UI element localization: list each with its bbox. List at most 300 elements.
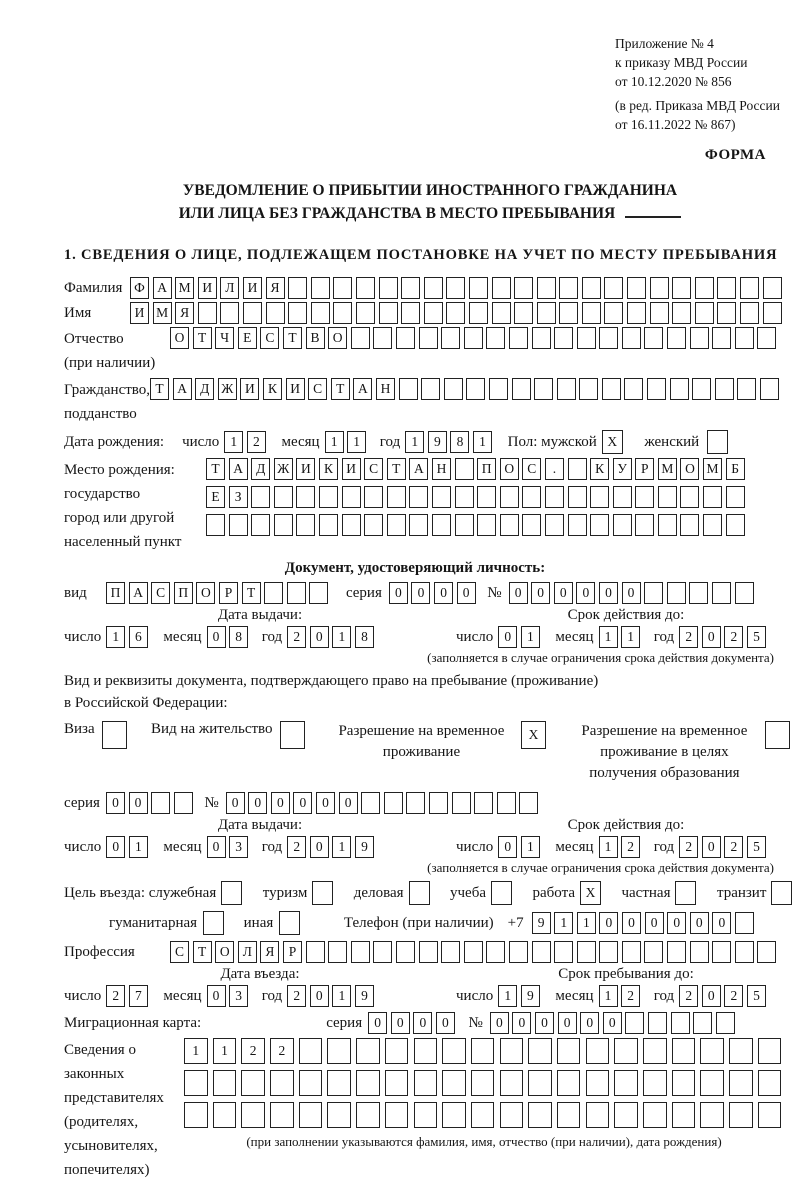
cell[interactable]: 1: [213, 1038, 237, 1064]
birthplace-input-line2[interactable]: [206, 486, 748, 508]
patronymic-input[interactable]: [170, 327, 780, 349]
permit-issue-year-input[interactable]: [287, 836, 377, 858]
cell[interactable]: 9: [355, 985, 374, 1007]
cell[interactable]: [492, 277, 511, 299]
cell[interactable]: [279, 911, 300, 935]
cell[interactable]: 5: [747, 836, 766, 858]
cell[interactable]: П: [106, 582, 125, 604]
cell[interactable]: [299, 1038, 323, 1064]
cell[interactable]: [559, 302, 578, 324]
cell[interactable]: 0: [207, 985, 226, 1007]
cell[interactable]: 5: [747, 985, 766, 1007]
cell[interactable]: [184, 1102, 208, 1128]
cell[interactable]: [771, 881, 792, 905]
representatives-input-line3[interactable]: [184, 1102, 786, 1128]
cell[interactable]: [364, 486, 383, 508]
cell[interactable]: [735, 582, 754, 604]
cell[interactable]: [288, 277, 307, 299]
cell[interactable]: [703, 486, 722, 508]
phone-input[interactable]: [532, 912, 758, 934]
cell[interactable]: [356, 1102, 380, 1128]
cell[interactable]: [658, 514, 677, 536]
cell[interactable]: [396, 941, 415, 963]
cell[interactable]: [319, 514, 338, 536]
cell[interactable]: [466, 378, 485, 400]
cell[interactable]: [333, 277, 352, 299]
cell[interactable]: [757, 327, 776, 349]
cell[interactable]: 9: [355, 836, 374, 858]
cell[interactable]: [442, 1038, 466, 1064]
cell[interactable]: 1: [106, 626, 125, 648]
cell[interactable]: 0: [310, 626, 329, 648]
cell[interactable]: О: [500, 458, 519, 480]
cell[interactable]: 0: [599, 582, 618, 604]
cell[interactable]: [309, 582, 328, 604]
cell[interactable]: [700, 1070, 724, 1096]
cell[interactable]: 0: [535, 1012, 554, 1034]
cell[interactable]: [693, 1012, 712, 1034]
cell[interactable]: [311, 302, 330, 324]
cell[interactable]: 0: [316, 792, 335, 814]
cell[interactable]: 1: [599, 626, 618, 648]
cell[interactable]: [373, 941, 392, 963]
cell[interactable]: 0: [310, 985, 329, 1007]
cell[interactable]: [296, 486, 315, 508]
cell[interactable]: [624, 378, 643, 400]
cell[interactable]: [409, 881, 430, 905]
cell[interactable]: [635, 486, 654, 508]
cell[interactable]: О: [680, 458, 699, 480]
cell[interactable]: Ж: [218, 378, 237, 400]
cell[interactable]: [586, 1038, 610, 1064]
cell[interactable]: 1: [498, 985, 517, 1007]
cell[interactable]: [643, 1070, 667, 1096]
cell[interactable]: [622, 941, 641, 963]
purpose-transit-checkbox[interactable]: [771, 881, 796, 905]
cell[interactable]: [557, 1038, 581, 1064]
cell[interactable]: [672, 1038, 696, 1064]
cell[interactable]: [306, 941, 325, 963]
cell[interactable]: [399, 378, 418, 400]
female-checkbox[interactable]: [707, 430, 732, 454]
purpose-humanitarian-checkbox[interactable]: [203, 911, 228, 935]
cell[interactable]: [613, 514, 632, 536]
cell[interactable]: [414, 1038, 438, 1064]
cell[interactable]: 1: [129, 836, 148, 858]
cell[interactable]: 0: [389, 582, 408, 604]
doc-series-input[interactable]: [389, 582, 479, 604]
cell[interactable]: [274, 514, 293, 536]
cell[interactable]: Т: [193, 327, 212, 349]
cell[interactable]: И: [240, 378, 259, 400]
cell[interactable]: [554, 327, 573, 349]
cell[interactable]: 1: [332, 626, 351, 648]
cell[interactable]: [712, 941, 731, 963]
cell[interactable]: [650, 277, 669, 299]
cell[interactable]: [667, 941, 686, 963]
permit-number-input[interactable]: [226, 792, 542, 814]
cell[interactable]: [446, 302, 465, 324]
cell[interactable]: [763, 277, 782, 299]
cell[interactable]: 8: [355, 626, 374, 648]
cell[interactable]: [229, 514, 248, 536]
cell[interactable]: 1: [521, 836, 540, 858]
cell[interactable]: [328, 941, 347, 963]
cell[interactable]: Ч: [215, 327, 234, 349]
cell[interactable]: [174, 792, 193, 814]
cell[interactable]: [266, 302, 285, 324]
cell[interactable]: 2: [287, 836, 306, 858]
cell[interactable]: [288, 302, 307, 324]
cell[interactable]: [414, 1102, 438, 1128]
cell[interactable]: 0: [368, 1012, 387, 1034]
cell[interactable]: [667, 582, 686, 604]
cell[interactable]: [599, 941, 618, 963]
cell[interactable]: К: [263, 378, 282, 400]
doc-number-input[interactable]: [509, 582, 758, 604]
cell[interactable]: И: [198, 277, 217, 299]
cell[interactable]: [729, 1070, 753, 1096]
cell[interactable]: С: [260, 327, 279, 349]
cell[interactable]: А: [129, 582, 148, 604]
cell[interactable]: С: [522, 458, 541, 480]
cell[interactable]: [729, 1038, 753, 1064]
cell[interactable]: [557, 378, 576, 400]
cell[interactable]: 1: [332, 836, 351, 858]
cell[interactable]: [675, 881, 696, 905]
stay-month-input[interactable]: [599, 985, 644, 1007]
cell[interactable]: О: [170, 327, 189, 349]
cell[interactable]: [537, 277, 556, 299]
cell[interactable]: 0: [531, 582, 550, 604]
permit-issue-month-input[interactable]: [207, 836, 252, 858]
cell[interactable]: И: [130, 302, 149, 324]
cell[interactable]: [419, 941, 438, 963]
cell[interactable]: [387, 486, 406, 508]
cell[interactable]: 0: [702, 836, 721, 858]
cell[interactable]: [715, 378, 734, 400]
cell[interactable]: [537, 302, 556, 324]
cell[interactable]: [489, 378, 508, 400]
visa-checkbox[interactable]: [102, 721, 131, 749]
id-valid-month-input[interactable]: [599, 626, 644, 648]
cell[interactable]: [512, 378, 531, 400]
cell[interactable]: [671, 1012, 690, 1034]
permit-valid-day-input[interactable]: [498, 836, 543, 858]
cell[interactable]: [614, 1038, 638, 1064]
cell[interactable]: 2: [621, 836, 640, 858]
cell[interactable]: [401, 277, 420, 299]
cell[interactable]: [577, 941, 596, 963]
cell[interactable]: [509, 327, 528, 349]
cell[interactable]: [667, 327, 686, 349]
cell[interactable]: Р: [219, 582, 238, 604]
purpose-tourism-checkbox[interactable]: [312, 881, 337, 905]
cell[interactable]: [409, 514, 428, 536]
cell[interactable]: З: [229, 486, 248, 508]
cell[interactable]: [712, 327, 731, 349]
cell[interactable]: 0: [576, 582, 595, 604]
cell[interactable]: [700, 1102, 724, 1128]
cell[interactable]: 0: [271, 792, 290, 814]
cell[interactable]: [385, 1038, 409, 1064]
cell[interactable]: [586, 1070, 610, 1096]
cell[interactable]: [424, 302, 443, 324]
cell[interactable]: X: [521, 721, 546, 749]
cell[interactable]: [509, 941, 528, 963]
cell[interactable]: 0: [436, 1012, 455, 1034]
cell[interactable]: Б: [726, 458, 745, 480]
cell[interactable]: [474, 792, 493, 814]
cell[interactable]: [700, 1038, 724, 1064]
cell[interactable]: Я: [260, 941, 279, 963]
cell[interactable]: [409, 486, 428, 508]
cell[interactable]: [712, 582, 731, 604]
cell[interactable]: [635, 514, 654, 536]
cell[interactable]: [500, 514, 519, 536]
cell[interactable]: Т: [193, 941, 212, 963]
cell[interactable]: X: [580, 881, 601, 905]
purpose-official-checkbox[interactable]: [221, 881, 246, 905]
cell[interactable]: 8: [450, 431, 469, 453]
cell[interactable]: [312, 881, 333, 905]
birth-month-input[interactable]: [325, 431, 370, 453]
cell[interactable]: 2: [679, 836, 698, 858]
cell[interactable]: [206, 514, 225, 536]
cell[interactable]: [692, 378, 711, 400]
cell[interactable]: [586, 1102, 610, 1128]
entry-month-input[interactable]: [207, 985, 252, 1007]
cell[interactable]: [599, 327, 618, 349]
cell[interactable]: 0: [645, 912, 664, 934]
cell[interactable]: 1: [224, 431, 243, 453]
cell[interactable]: [644, 941, 663, 963]
cell[interactable]: [455, 514, 474, 536]
cell[interactable]: [299, 1102, 323, 1128]
cell[interactable]: 1: [599, 836, 618, 858]
cell[interactable]: [442, 1070, 466, 1096]
birth-year-input[interactable]: [405, 431, 495, 453]
cell[interactable]: [680, 486, 699, 508]
cell[interactable]: [441, 941, 460, 963]
cell[interactable]: [614, 1102, 638, 1128]
cell[interactable]: 2: [106, 985, 125, 1007]
cell[interactable]: 2: [287, 985, 306, 1007]
cell[interactable]: 1: [473, 431, 492, 453]
cell[interactable]: 7: [129, 985, 148, 1007]
cell[interactable]: [757, 941, 776, 963]
cell[interactable]: 0: [457, 582, 476, 604]
cell[interactable]: [442, 1102, 466, 1128]
cell[interactable]: 1: [599, 985, 618, 1007]
cell[interactable]: А: [229, 458, 248, 480]
cell[interactable]: М: [658, 458, 677, 480]
cell[interactable]: [414, 1070, 438, 1096]
cell[interactable]: [716, 1012, 735, 1034]
cell[interactable]: [740, 302, 759, 324]
representatives-input-line1[interactable]: [184, 1038, 786, 1064]
cell[interactable]: [568, 514, 587, 536]
cell[interactable]: [424, 277, 443, 299]
cell[interactable]: 0: [558, 1012, 577, 1034]
cell[interactable]: [545, 486, 564, 508]
cell[interactable]: [658, 486, 677, 508]
birthplace-input-line3[interactable]: [206, 514, 748, 536]
cell[interactable]: С: [364, 458, 383, 480]
cell[interactable]: [333, 302, 352, 324]
cell[interactable]: [579, 378, 598, 400]
cell[interactable]: И: [286, 378, 305, 400]
cell[interactable]: Н: [376, 378, 395, 400]
cell[interactable]: 5: [747, 626, 766, 648]
cell[interactable]: Л: [220, 277, 239, 299]
cell[interactable]: 0: [580, 1012, 599, 1034]
purpose-other-checkbox[interactable]: [279, 911, 304, 935]
cell[interactable]: [737, 378, 756, 400]
cell[interactable]: [342, 486, 361, 508]
cell[interactable]: [198, 302, 217, 324]
cell[interactable]: [568, 458, 587, 480]
cell[interactable]: [568, 486, 587, 508]
temp-residence-edu-checkbox[interactable]: [765, 721, 794, 749]
cell[interactable]: [356, 1070, 380, 1096]
cell[interactable]: [429, 792, 448, 814]
cell[interactable]: А: [173, 378, 192, 400]
doc-type-input[interactable]: [106, 582, 332, 604]
cell[interactable]: 0: [248, 792, 267, 814]
representatives-input-line2[interactable]: [184, 1070, 786, 1096]
cell[interactable]: Ж: [274, 458, 293, 480]
cell[interactable]: И: [296, 458, 315, 480]
cell[interactable]: 1: [332, 985, 351, 1007]
cell[interactable]: [582, 277, 601, 299]
cell[interactable]: [604, 302, 623, 324]
cell[interactable]: [717, 302, 736, 324]
cell[interactable]: [672, 302, 691, 324]
cell[interactable]: [243, 302, 262, 324]
purpose-private-checkbox[interactable]: [675, 881, 700, 905]
cell[interactable]: [432, 514, 451, 536]
cell[interactable]: [590, 486, 609, 508]
cell[interactable]: [387, 514, 406, 536]
cell[interactable]: [614, 1070, 638, 1096]
purpose-work-checkbox[interactable]: [580, 881, 605, 905]
cell[interactable]: [213, 1102, 237, 1128]
cell[interactable]: 1: [184, 1038, 208, 1064]
surname-input[interactable]: [130, 277, 785, 299]
cell[interactable]: [356, 302, 375, 324]
cell[interactable]: М: [175, 277, 194, 299]
citizenship-input[interactable]: [150, 378, 783, 400]
cell[interactable]: 9: [428, 431, 447, 453]
cell[interactable]: 0: [622, 912, 641, 934]
cell[interactable]: [351, 327, 370, 349]
cell[interactable]: [385, 1070, 409, 1096]
cell[interactable]: [477, 514, 496, 536]
migration-series-input[interactable]: [368, 1012, 458, 1034]
cell[interactable]: 2: [241, 1038, 265, 1064]
cell[interactable]: [327, 1038, 351, 1064]
cell[interactable]: Я: [266, 277, 285, 299]
cell[interactable]: [385, 1102, 409, 1128]
cell[interactable]: [421, 378, 440, 400]
cell[interactable]: [396, 327, 415, 349]
migration-number-input[interactable]: [490, 1012, 739, 1034]
cell[interactable]: С: [308, 378, 327, 400]
cell[interactable]: И: [243, 277, 262, 299]
cell[interactable]: [522, 514, 541, 536]
cell[interactable]: [469, 277, 488, 299]
cell[interactable]: [327, 1102, 351, 1128]
cell[interactable]: [221, 881, 242, 905]
cell[interactable]: [672, 1070, 696, 1096]
entry-year-input[interactable]: [287, 985, 377, 1007]
cell[interactable]: [627, 302, 646, 324]
cell[interactable]: [184, 1070, 208, 1096]
cell[interactable]: [644, 582, 663, 604]
profession-input[interactable]: [170, 941, 780, 963]
cell[interactable]: 9: [532, 912, 551, 934]
id-valid-year-input[interactable]: [679, 626, 769, 648]
cell[interactable]: 0: [293, 792, 312, 814]
cell[interactable]: [299, 1070, 323, 1096]
cell[interactable]: [401, 302, 420, 324]
cell[interactable]: 0: [310, 836, 329, 858]
cell[interactable]: [528, 1070, 552, 1096]
cell[interactable]: И: [342, 458, 361, 480]
cell[interactable]: [452, 792, 471, 814]
cell[interactable]: [342, 514, 361, 536]
cell[interactable]: [758, 1102, 782, 1128]
cell[interactable]: 0: [434, 582, 453, 604]
cell[interactable]: [356, 277, 375, 299]
cell[interactable]: [650, 302, 669, 324]
cell[interactable]: О: [196, 582, 215, 604]
cell[interactable]: О: [215, 941, 234, 963]
cell[interactable]: [455, 486, 474, 508]
stay-day-input[interactable]: [498, 985, 543, 1007]
cell[interactable]: 0: [712, 912, 731, 934]
cell[interactable]: М: [703, 458, 722, 480]
id-issue-month-input[interactable]: [207, 626, 252, 648]
cell[interactable]: [356, 1038, 380, 1064]
cell[interactable]: С: [151, 582, 170, 604]
cell[interactable]: [622, 327, 641, 349]
cell[interactable]: [760, 378, 779, 400]
cell[interactable]: Е: [238, 327, 257, 349]
cell[interactable]: П: [477, 458, 496, 480]
cell[interactable]: [492, 302, 511, 324]
cell[interactable]: Р: [635, 458, 654, 480]
cell[interactable]: 8: [229, 626, 248, 648]
cell[interactable]: 0: [411, 582, 430, 604]
cell[interactable]: 0: [106, 836, 125, 858]
cell[interactable]: 2: [270, 1038, 294, 1064]
cell[interactable]: [102, 721, 127, 749]
cell[interactable]: [522, 486, 541, 508]
cell[interactable]: [672, 1102, 696, 1128]
cell[interactable]: [432, 486, 451, 508]
cell[interactable]: [726, 486, 745, 508]
cell[interactable]: 1: [521, 626, 540, 648]
cell[interactable]: [486, 327, 505, 349]
cell[interactable]: [528, 1102, 552, 1128]
cell[interactable]: 2: [621, 985, 640, 1007]
cell[interactable]: [689, 582, 708, 604]
cell[interactable]: [557, 1102, 581, 1128]
cell[interactable]: М: [153, 302, 172, 324]
cell[interactable]: [735, 327, 754, 349]
